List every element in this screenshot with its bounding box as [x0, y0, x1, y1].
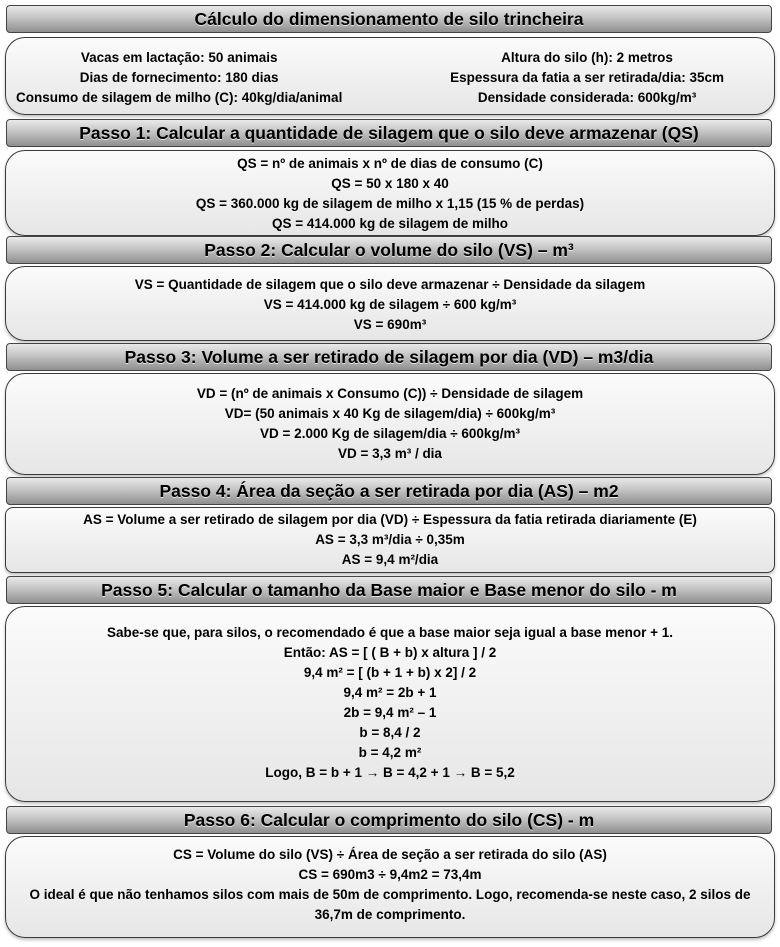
data-line: Espessura da fatia a ser retirada/dia: 35cm	[450, 70, 724, 85]
formula-line: AS = 9,4 m²/dia	[341, 552, 439, 567]
formula-line: AS = Volume a ser retirado de silagem por dia (VD) ÷ Espessura da fatia retirada diariamente (E)	[83, 512, 697, 527]
formula-line: AS = 3,3 m³/dia ÷ 0,35m	[315, 532, 465, 547]
formula-line: 9,4 m² = 2b + 1	[343, 685, 437, 700]
given-data-box	[5, 37, 775, 115]
formula-line: QS = nº de animais x nº de dias de consumo (C)	[237, 156, 543, 171]
step2-header: Passo 2: Calcular o volume do silo (VS) – m³	[6, 236, 772, 264]
formula-line: b = 8,4 / 2	[359, 725, 421, 740]
formula-line: VD = (nº de animais x Consumo (C)) ÷ Densidade de silagem	[196, 386, 584, 401]
step6-box	[5, 836, 775, 938]
step3-box	[5, 373, 775, 475]
data-line: Vacas em lactação: 50 animais	[80, 50, 278, 65]
formula-line: 2b = 9,4 m² – 1	[343, 705, 437, 720]
formula-line: QS = 50 x 180 x 40	[331, 176, 449, 191]
step4-box	[5, 507, 775, 573]
formula-line: VD = 3,3 m³ / dia	[338, 446, 442, 461]
formula-line: CS = 690m3 ÷ 9,4m2 = 73,4m	[298, 867, 482, 882]
formula-line: VD = 2.000 Kg de silagem/dia ÷ 600kg/m³	[260, 426, 520, 441]
step1-box	[5, 150, 775, 236]
step5-box	[5, 606, 775, 802]
formula-line: CS = Volume do silo (VS) ÷ Área de seção a ser retirada do silo (AS)	[173, 847, 607, 862]
conclusion-text: O ideal é que não tenhamos silos com mais de 50m de comprimento. Logo, recomenda-se neste caso, 2 silos de 36,7m de comprimento.	[29, 887, 751, 922]
given-data-right	[450, 48, 724, 108]
formula-line: QS = 414.000 kg de silagem de milho	[272, 216, 508, 231]
data-line: Dias de fornecimento: 180 dias	[79, 70, 279, 85]
step4-header: Passo 4: Área da seção a ser retirada por dia (AS) – m2	[6, 477, 772, 505]
step2-box	[5, 266, 775, 341]
step3-header: Passo 3: Volume a ser retirado de silagem por dia (VD) – m3/dia	[6, 343, 772, 371]
data-line: Consumo de silagem de milho (C): 40kg/dia/animal	[16, 90, 343, 105]
formula-line: QS = 360.000 kg de silagem de milho x 1,15 (15 % de perdas)	[195, 196, 585, 211]
page-title: Cálculo do dimensionamento de silo trincheira	[6, 5, 772, 33]
formula-line: Logo, B = b + 1 → B = 4,2 + 1 → B = 5,2	[265, 765, 515, 780]
formula-line: VS = 690m³	[353, 317, 427, 332]
data-line: Densidade considerada: 600kg/m³	[477, 90, 697, 105]
given-data-left	[16, 48, 342, 108]
step6-header: Passo 6: Calcular o comprimento do silo (CS) - m	[6, 806, 772, 834]
step1-header: Passo 1: Calcular a quantidade de silagem que o silo deve armazenar (QS)	[6, 119, 772, 147]
data-line: Altura do silo (h): 2 metros	[501, 50, 673, 65]
formula-line: VD= (50 animais x 40 Kg de silagem/dia) ÷ 600kg/m³	[224, 406, 556, 421]
formula-line: VS = 414.000 kg de silagem ÷ 600 kg/m³	[263, 297, 517, 312]
formula-line: 9,4 m² = [ (b + 1 + b) x 2] / 2	[303, 665, 477, 680]
step5-header: Passo 5: Calcular o tamanho da Base maior e Base menor do silo - m	[6, 576, 772, 604]
formula-line: Então: AS = [ ( B + b) x altura ] / 2	[283, 645, 497, 660]
formula-line: Sabe-se que, para silos, o recomendado é que a base maior seja igual a base menor + 1.	[106, 625, 674, 640]
formula-line: VS = Quantidade de silagem que o silo deve armazenar ÷ Densidade da silagem	[134, 277, 646, 292]
formula-line: b = 4,2 m²	[358, 745, 422, 760]
